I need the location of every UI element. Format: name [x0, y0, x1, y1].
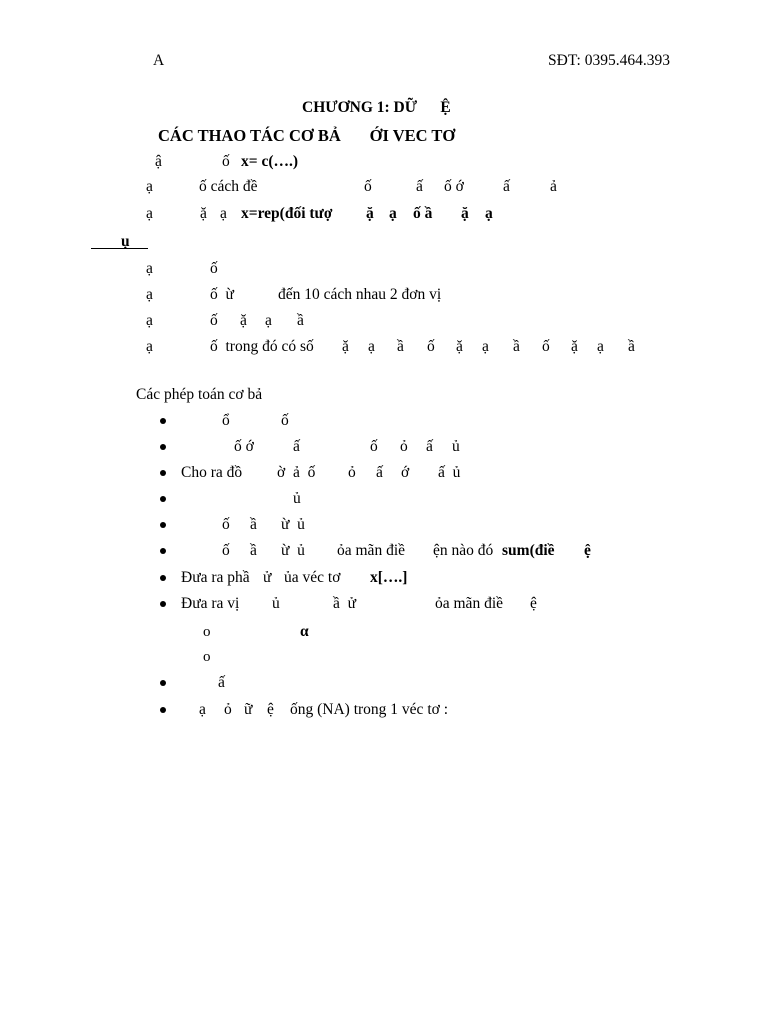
bullet-dot [160, 496, 166, 502]
header-phone: SĐT: 0395.464.393 [548, 52, 670, 69]
bullet-text: ện nào đó [433, 542, 494, 559]
bullet-dot [160, 522, 166, 528]
line-text: ố ầ [413, 205, 433, 222]
bullet-dot [160, 548, 166, 554]
bullet-text: ố [222, 542, 230, 559]
chapter-title: CHƯƠNG 1: DỮ Ệ [302, 99, 451, 116]
line-text: ố [542, 338, 550, 355]
bullet-text: ờ ả ố [277, 464, 316, 481]
bullet-text: Đưa ra vị [181, 595, 240, 612]
line-text: ạ [146, 260, 153, 277]
line-text: ấ [416, 178, 423, 195]
bullet-text: ấ [293, 438, 300, 455]
line-text: đến 10 cách nhau 2 đơn vị [278, 286, 442, 303]
bullet-text: ớ [401, 464, 410, 481]
bullet-text: ống (NA) trong 1 véc tơ : [290, 701, 448, 718]
bullet-text: ầ [250, 542, 257, 559]
section-title: CÁC THAO TÁC CƠ BẢ ỚI VEC TƠ [158, 126, 456, 145]
line-text: ạ [220, 205, 227, 222]
line-text: ố ớ [444, 178, 464, 195]
line-text: ầ [297, 312, 304, 329]
code-snippet: sum(điề [502, 542, 555, 559]
line-text: ạ [597, 338, 604, 355]
line-text: ạ [146, 205, 153, 222]
line-text: ấ [503, 178, 510, 195]
line-text: ặ [571, 338, 578, 355]
line-text: ạ [485, 205, 493, 222]
bullet-text: ố [370, 438, 378, 455]
bullet-dot [160, 575, 166, 581]
bullet-text: ữ [244, 701, 253, 718]
line-text: ố ừ [210, 286, 234, 303]
bullet-dot [160, 680, 166, 686]
section-label: ụ [121, 233, 130, 250]
sub-bullet-circle: o [203, 649, 211, 665]
bullet-text: Cho ra đồ [181, 464, 243, 481]
line-text: ặ [342, 338, 349, 355]
bullet-text: ố ớ [234, 438, 254, 455]
bullet-text: ủa véc tơ [284, 569, 341, 586]
line-text: ố [427, 338, 435, 355]
line-text: ố [210, 312, 218, 329]
line-text: ạ [146, 338, 153, 355]
bullet-text: ỏa mãn điề [435, 595, 504, 612]
bullet-text: ệ [530, 595, 537, 612]
line-text: ầ [513, 338, 520, 355]
line-text: ạ [146, 312, 153, 329]
line-text: ặ [200, 205, 207, 222]
bullet-text: ầ ử [333, 595, 357, 612]
line-text: ố [210, 260, 218, 277]
bullet-text: ừ ủ [281, 516, 305, 533]
bullet-dot [160, 444, 166, 450]
line-text: ặ [456, 338, 463, 355]
line-text: ạ [389, 205, 397, 222]
bullet-text: ủ [272, 595, 280, 612]
bullet-text: ầ [250, 516, 257, 533]
bullet-text: ấ [218, 674, 225, 691]
bullet-dot [160, 470, 166, 476]
line-text: ạ [265, 312, 272, 329]
bullet-text: ấ [376, 464, 383, 481]
line-text: ố trong đó có số [210, 338, 314, 355]
line-text: ặ [461, 205, 469, 222]
bullet-text: ổ [222, 412, 230, 429]
bullet-text: ủ [452, 438, 460, 455]
bullet-text: ố [222, 516, 230, 533]
bullet-text: ỏa mãn điề [337, 542, 406, 559]
bullet-text: ệ [584, 542, 591, 559]
bullet-text: ủ [293, 490, 301, 507]
line-text: ặ [366, 205, 374, 222]
code-snippet: x[….] [370, 569, 408, 586]
bullet-text: ấ [426, 438, 433, 455]
line-text: ố [364, 178, 372, 195]
bullet-text: ỏ [400, 438, 408, 455]
bullet-dot [160, 418, 166, 424]
code-snippet: x= c(….) [241, 153, 299, 170]
line-text: ậ [155, 153, 162, 170]
line-text: ả [550, 178, 557, 195]
code-snippet: x=rep(đối tượ [241, 205, 333, 222]
line-text: ạ [146, 178, 153, 195]
line-text: ạ [146, 286, 153, 303]
bullet-text: ỏ [348, 464, 356, 481]
bullet-text: ử [263, 569, 272, 586]
bullet-text: Đưa ra phầ [181, 569, 250, 586]
bullet-text: ố [281, 412, 289, 429]
header-left: A [153, 52, 165, 69]
ops-title: Các phép toán cơ bả [136, 386, 263, 403]
bullet-dot [160, 601, 166, 607]
line-text: ạ [368, 338, 375, 355]
bullet-text: ạ [199, 701, 206, 718]
bullet-text: ừ ủ [281, 542, 305, 559]
line-text: ạ [482, 338, 489, 355]
sub-bullet-circle: o [203, 624, 211, 640]
bullet-dot [160, 707, 166, 713]
line-text: ầ [397, 338, 404, 355]
line-text: ố cách đề [199, 178, 258, 195]
section-underline [91, 248, 148, 249]
bullet-text: ệ [267, 701, 274, 718]
bullet-text: ỏ [224, 701, 232, 718]
line-text: ầ [628, 338, 635, 355]
bullet-text: α [300, 623, 309, 640]
line-text: ặ [240, 312, 247, 329]
bullet-text: ấ ủ [438, 464, 461, 481]
line-text: ố [222, 153, 230, 170]
